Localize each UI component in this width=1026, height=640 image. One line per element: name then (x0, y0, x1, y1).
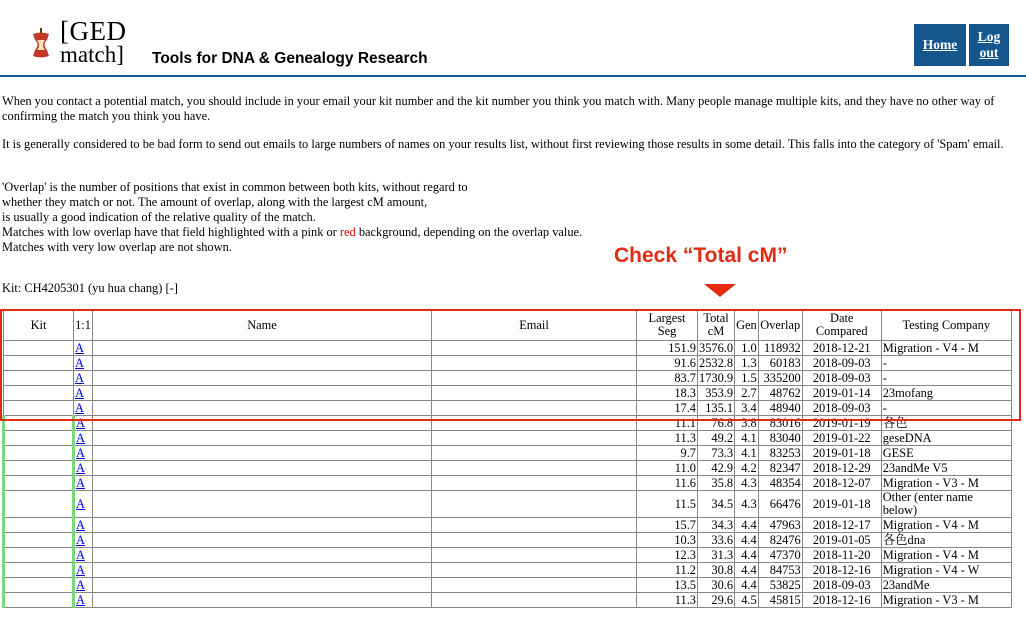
name-cell (93, 563, 432, 578)
one-to-one-compare-link[interactable]: A (76, 563, 85, 577)
company-cell: - (881, 401, 1011, 416)
email-cell (432, 491, 637, 518)
largest-seg-cell: 11.1 (637, 416, 698, 431)
name-cell (93, 356, 432, 371)
name-cell (93, 518, 432, 533)
date-cell: 2018-12-21 (802, 341, 881, 356)
one-to-one-compare-link[interactable]: A (76, 416, 85, 430)
company-cell: 各色dna (881, 533, 1011, 548)
largest-seg-cell: 11.0 (637, 461, 698, 476)
gen-cell: 1.0 (735, 341, 759, 356)
email-cell (432, 416, 637, 431)
date-cell: 2018-12-29 (802, 461, 881, 476)
kit-cell (4, 386, 74, 401)
one-to-one-compare-link[interactable]: A (76, 578, 85, 592)
overlap-cell: 60183 (758, 356, 802, 371)
one-to-one-compare-link[interactable]: A (75, 356, 84, 370)
down-arrow-icon (704, 284, 736, 297)
col-testing-company: Testing Company (881, 310, 1011, 341)
gen-cell: 4.3 (735, 476, 759, 491)
home-button[interactable]: Home (914, 24, 966, 66)
overlap-cell: 45815 (758, 593, 802, 608)
overlap-line-2: whether they match or not. The amount of overlap, along with the largest cM amount, (2, 195, 428, 209)
one-to-one-link (74, 341, 93, 356)
total-cm-cell: 33.6 (698, 533, 735, 548)
table-row (4, 401, 1012, 416)
gen-cell: 1.5 (735, 371, 759, 386)
one-to-one-compare-link[interactable]: A (76, 497, 85, 511)
largest-seg-cell: 11.3 (637, 431, 698, 446)
name-cell (93, 548, 432, 563)
overlap-cell: 118932 (758, 341, 802, 356)
largest-seg-cell: 10.3 (637, 533, 698, 548)
gen-cell: 4.2 (735, 461, 759, 476)
gen-cell: 4.1 (735, 431, 759, 446)
one-to-one-compare-link[interactable]: A (75, 401, 84, 415)
overlap-cell: 82476 (758, 533, 802, 548)
company-cell: Migration - V4 - M (881, 341, 1011, 356)
date-cell: 2019-01-18 (802, 446, 881, 461)
table-row (4, 578, 1012, 593)
email-cell (432, 518, 637, 533)
date-cell: 2018-12-17 (802, 518, 881, 533)
company-cell: Migration - V3 - M (881, 593, 1011, 608)
kit-cell (4, 356, 74, 371)
col-gen: Gen (735, 310, 759, 341)
total-cm-cell: 30.6 (698, 578, 735, 593)
spam-paragraph: It is generally considered to be bad form to send out emails to large numbers of names on your results list, without first reviewing those results in some detail. This falls into the category of 'Spam' email. (2, 137, 1004, 151)
overlap-cell: 53825 (758, 578, 802, 593)
kit-line: Kit: CH4205301 (yu hua chang) [-] (2, 281, 178, 295)
company-cell: Migration - V3 - M (881, 476, 1011, 491)
overlap-line-5: Matches with very low overlap are not shown. (2, 240, 232, 254)
overlap-cell: 83016 (758, 416, 802, 431)
one-to-one-link (74, 593, 93, 608)
check-total-cm-annotation: Check “Total cM” (614, 244, 788, 267)
col-name: Name (93, 310, 432, 341)
logo-text-top: [GED (60, 16, 127, 46)
overlap-cell: 47963 (758, 518, 802, 533)
table-row (4, 446, 1012, 461)
overlap-cell: 82347 (758, 461, 802, 476)
kit-cell (4, 578, 74, 593)
table-row (4, 341, 1012, 356)
one-to-one-compare-link[interactable]: A (76, 548, 85, 562)
kit-cell (4, 461, 74, 476)
overlap-line-4a: Matches with low overlap have that field highlighted with a pink or (2, 225, 340, 239)
gen-cell: 1.3 (735, 356, 759, 371)
col-date-compared: Date Compared (802, 310, 881, 341)
kit-cell (4, 476, 74, 491)
overlap-cell: 84753 (758, 563, 802, 578)
one-to-one-link (74, 548, 93, 563)
email-cell (432, 371, 637, 386)
one-to-one-link (74, 446, 93, 461)
email-cell (432, 533, 637, 548)
overlap-cell: 83253 (758, 446, 802, 461)
name-cell (93, 533, 432, 548)
total-cm-cell: 31.3 (698, 548, 735, 563)
one-to-one-compare-link[interactable]: A (75, 386, 84, 400)
name-cell (93, 578, 432, 593)
table-row (4, 476, 1012, 491)
one-to-one-compare-link[interactable]: A (75, 341, 84, 355)
largest-seg-cell: 11.5 (637, 491, 698, 518)
one-to-one-link (74, 476, 93, 491)
logo-text-bottom: match] (60, 42, 124, 67)
gen-cell: 4.3 (735, 491, 759, 518)
name-cell (93, 593, 432, 608)
largest-seg-cell: 83.7 (637, 371, 698, 386)
largest-seg-cell: 15.7 (637, 518, 698, 533)
name-cell (93, 401, 432, 416)
col-email: Email (432, 310, 637, 341)
company-cell: GESE (881, 446, 1011, 461)
date-cell: 2019-01-14 (802, 386, 881, 401)
email-cell (432, 446, 637, 461)
one-to-one-link (74, 563, 93, 578)
one-to-one-compare-link[interactable]: A (76, 446, 85, 460)
table-row (4, 548, 1012, 563)
gen-cell: 4.4 (735, 533, 759, 548)
largest-seg-cell: 18.3 (637, 386, 698, 401)
kit-cell (4, 401, 74, 416)
one-to-one-link (74, 386, 93, 401)
overlap-line-4 (2, 225, 1022, 240)
largest-seg-cell: 11.3 (637, 593, 698, 608)
one-to-one-link (74, 518, 93, 533)
date-cell: 2019-01-18 (802, 491, 881, 518)
name-cell (93, 446, 432, 461)
company-cell: - (881, 371, 1011, 386)
overlap-paragraph (2, 180, 1022, 255)
kit-cell (4, 563, 74, 578)
col-one-to-one: 1:1 (74, 310, 93, 341)
total-cm-cell: 2532.8 (699, 356, 734, 370)
one-to-one-link (74, 461, 93, 476)
total-cm-cell: 34.3 (698, 518, 735, 533)
kit-cell (4, 431, 74, 446)
kit-cell (4, 416, 74, 431)
name-cell (93, 431, 432, 446)
one-to-one-link (74, 491, 93, 518)
email-cell (432, 563, 637, 578)
largest-seg-cell: 11.6 (637, 476, 698, 491)
one-to-one-link (74, 578, 93, 593)
gen-cell: 4.4 (735, 578, 759, 593)
one-to-one-compare-link[interactable]: A (76, 476, 85, 490)
date-cell: 2018-09-03 (802, 371, 881, 386)
overlap-cell: 335200 (758, 371, 802, 386)
gen-cell: 4.5 (735, 593, 759, 608)
table-row (4, 533, 1012, 548)
gen-cell: 4.4 (735, 548, 759, 563)
table-row (4, 563, 1012, 578)
overlap-cell: 48940 (758, 401, 802, 416)
col-overlap: Overlap (758, 310, 802, 341)
email-cell (432, 341, 637, 356)
company-cell: - (881, 356, 1011, 371)
overlap-cell: 47370 (758, 548, 802, 563)
company-cell: 各色 (881, 416, 1011, 431)
email-cell (432, 386, 637, 401)
total-cm-cell: 30.8 (698, 563, 735, 578)
largest-seg-cell: 11.2 (637, 563, 698, 578)
one-to-one-link (74, 533, 93, 548)
table-body (4, 341, 1012, 608)
company-cell: Migration - V4 - W (881, 563, 1011, 578)
largest-seg-cell: 91.6 (637, 356, 698, 371)
table-row (4, 356, 1012, 371)
one-to-one-link (74, 356, 93, 371)
company-cell: Migration - V4 - M (881, 548, 1011, 563)
company-cell: Migration - V4 - M (881, 518, 1011, 533)
total-cm-cell: 1730.9 (699, 371, 734, 385)
contact-paragraph: When you contact a potential match, you should include in your email your kit number and the kit number you think you match with. Many people manage multiple kits, and they have no other way of confirming the match you think you have. (2, 94, 995, 123)
kit-cell (4, 491, 74, 518)
gedmatch-logo[interactable] (26, 16, 146, 70)
total-cm-cell: 42.9 (698, 461, 735, 476)
red-word: red (339, 225, 356, 239)
total-cm-cell: 76.8 (698, 416, 735, 431)
overlap-line-1: 'Overlap' is the number of positions that exist in common between both kits, without regard to (2, 180, 468, 194)
kit-cell (4, 518, 74, 533)
col-kit: Kit (4, 310, 74, 341)
email-cell (432, 461, 637, 476)
header (0, 0, 1026, 78)
kit-cell (4, 446, 74, 461)
company-cell: geseDNA (881, 431, 1011, 446)
table-row (4, 371, 1012, 386)
date-cell: 2018-12-16 (802, 563, 881, 578)
table-row (4, 416, 1012, 431)
table-header-row (4, 310, 1012, 341)
overlap-cell: 48354 (758, 476, 802, 491)
name-cell (93, 371, 432, 386)
kit-cell (4, 533, 74, 548)
kit-cell (4, 341, 74, 356)
gen-cell: 2.7 (735, 386, 759, 401)
total-cm-cell: 29.6 (698, 593, 735, 608)
one-to-one-compare-link[interactable]: A (76, 518, 85, 532)
date-cell: 2018-12-07 (802, 476, 881, 491)
total-cm-cell: 73.3 (698, 446, 735, 461)
email-cell (432, 476, 637, 491)
overlap-line-3: is usually a good indication of the relative quality of the match. (2, 210, 316, 224)
company-cell: 23andMe V5 (881, 461, 1011, 476)
date-cell: 2019-01-22 (802, 431, 881, 446)
email-cell (432, 578, 637, 593)
one-to-one-link (74, 401, 93, 416)
apple-core-icon (30, 28, 52, 62)
date-cell: 2018-09-03 (802, 578, 881, 593)
gen-cell: 4.4 (735, 518, 759, 533)
overlap-line-4b: background, depending on the overlap value. (355, 225, 583, 239)
gen-cell: 3.8 (735, 416, 759, 431)
total-cm-cell: 34.5 (698, 491, 735, 518)
company-cell: 23andMe (881, 578, 1011, 593)
email-cell (432, 401, 637, 416)
overlap-cell: 66476 (758, 491, 802, 518)
email-cell (432, 356, 637, 371)
largest-seg-cell: 13.5 (637, 578, 698, 593)
results-table (2, 309, 1012, 608)
date-cell: 2018-09-03 (802, 356, 881, 371)
total-cm-cell: 135.1 (698, 401, 735, 416)
largest-seg-cell: 9.7 (637, 446, 698, 461)
email-cell (432, 593, 637, 608)
name-cell (93, 386, 432, 401)
gen-cell: 4.1 (735, 446, 759, 461)
name-cell (93, 416, 432, 431)
date-cell: 2018-09-03 (802, 401, 881, 416)
gen-cell: 4.4 (735, 563, 759, 578)
one-to-one-link (74, 371, 93, 386)
overlap-cell: 83040 (758, 431, 802, 446)
date-cell: 2018-12-16 (802, 593, 881, 608)
company-cell: Other (enter name below) (881, 491, 1011, 518)
overlap-cell: 48762 (758, 386, 802, 401)
date-cell: 2019-01-19 (802, 416, 881, 431)
total-cm-cell: 3576.0 (699, 341, 734, 355)
name-cell (93, 461, 432, 476)
total-cm-cell: 353.9 (698, 386, 735, 401)
kit-cell (4, 593, 74, 608)
one-to-one-compare-link[interactable]: A (76, 533, 85, 547)
one-to-one-link (74, 416, 93, 431)
gen-cell: 3.4 (735, 401, 759, 416)
one-to-one-compare-link[interactable]: A (76, 593, 85, 607)
table-row (4, 431, 1012, 446)
email-cell (432, 431, 637, 446)
company-cell: 23mofang (881, 386, 1011, 401)
table-row (4, 386, 1012, 401)
one-to-one-link (74, 431, 93, 446)
name-cell (93, 491, 432, 518)
kit-cell (4, 548, 74, 563)
email-cell (432, 548, 637, 563)
col-total-cm: Total cM (698, 310, 735, 341)
table-row (4, 593, 1012, 608)
date-cell: 2018-11-20 (802, 548, 881, 563)
largest-seg-cell: 12.3 (637, 548, 698, 563)
table-row (4, 491, 1012, 518)
total-cm-cell: 35.8 (698, 476, 735, 491)
name-cell (93, 341, 432, 356)
table-row (4, 461, 1012, 476)
one-to-one-compare-link[interactable]: A (76, 431, 85, 445)
col-largest-seg: Largest Seg (637, 310, 698, 341)
kit-cell (4, 371, 74, 386)
logout-button[interactable]: Log out (969, 24, 1009, 66)
name-cell (93, 476, 432, 491)
table-row (4, 518, 1012, 533)
site-tagline: Tools for DNA & Genealogy Research (152, 50, 428, 67)
one-to-one-compare-link[interactable]: A (75, 371, 84, 385)
one-to-one-compare-link[interactable]: A (76, 461, 85, 475)
largest-seg-cell: 151.9 (637, 341, 698, 356)
date-cell: 2019-01-05 (802, 533, 881, 548)
largest-seg-cell: 17.4 (637, 401, 698, 416)
header-divider (0, 75, 1026, 77)
total-cm-cell: 49.2 (698, 431, 735, 446)
